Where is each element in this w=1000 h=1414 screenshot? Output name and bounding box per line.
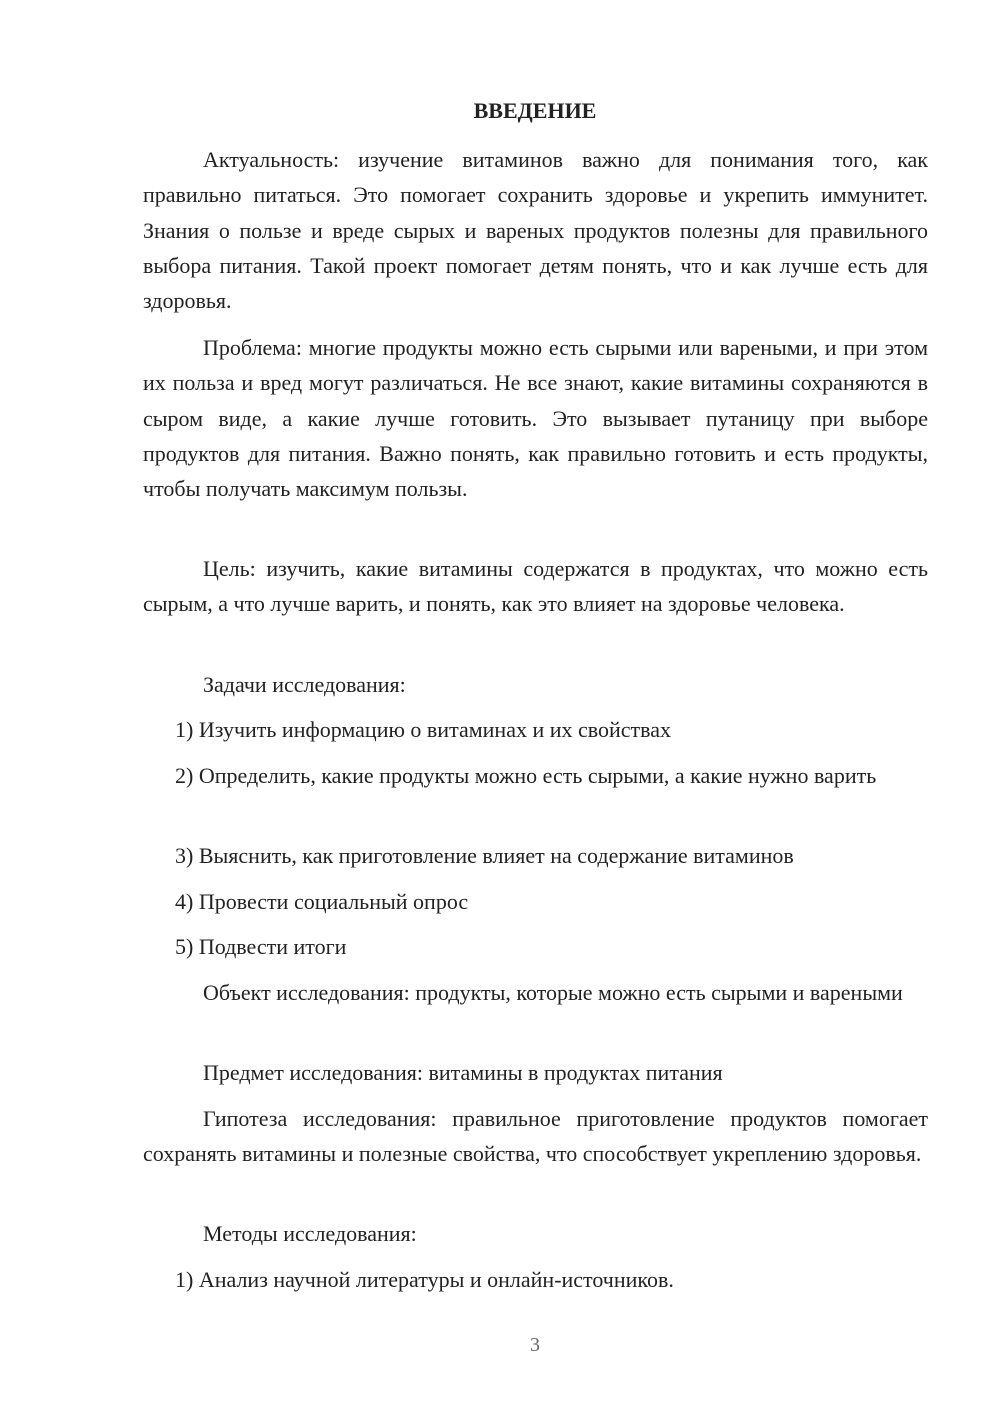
list-item: 3) Выяснить, как приготовление влияет на содержание витаминов — [175, 843, 794, 868]
section-heading: ВВЕДЕНИЕ — [473, 98, 597, 123]
list-item: 4) Провести социальный опрос — [175, 889, 469, 914]
paragraph-tasks-heading: Задачи исследования: — [203, 672, 406, 697]
paragraph-subject: Предмет исследования: витамины в продуктах питания — [203, 1060, 723, 1085]
paragraph-methods-heading: Методы исследования: — [203, 1221, 417, 1246]
list-item: 5) Подвести итоги — [175, 934, 347, 959]
paragraph-object: Объект исследования: продукты, которые можно есть сырыми и вареными — [203, 980, 903, 1005]
list-item: 1) Изучить информацию о витаминах и их свойствах — [175, 717, 672, 742]
list-item: 2) Определить, какие продукты можно есть сырыми, а какие нужно варить — [175, 763, 877, 788]
paragraph-goal: Цель: изучить, какие витамины содержатся в продуктах, что можно есть сырым, а что лучше варить, и понять, как это влияет на здоровье человека. — [143, 556, 928, 617]
paragraph-problem: Проблема: многие продукты можно есть сырыми или вареными, и при этом их польза и вред могут различаться. Не все знают, какие витамины сохраняются в сыром виде, а какие лучше готовить. Это вызывает путаницу при выборе продуктов для питания. Важно понять, как правильно готовить и есть продукты, чтобы получать максимум пользы. — [143, 335, 928, 502]
paragraph-hypothesis: Гипотеза исследования: правильное приготовление продуктов помогает сохранять витамины и полезные свойства, что способствует укреплению здоровья. — [143, 1106, 928, 1167]
list-item: 1) Анализ научной литературы и онлайн-источников. — [175, 1267, 674, 1292]
page-number: 3 — [530, 1334, 540, 1356]
paragraph-relevance: Актуальность: изучение витаминов важно для понимания того, как правильно питаться. Это помогает сохранить здоровье и укрепить иммунитет. Знания о пользе и вреде сырых и вареных продуктов полезны для правильного выбора питания. Такой проект помогает детям понять, что и как лучше есть для здоровья. — [143, 147, 928, 314]
